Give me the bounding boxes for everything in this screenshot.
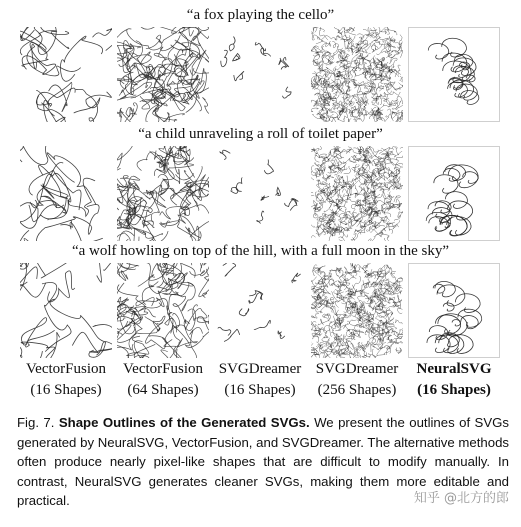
outline-stroke	[455, 294, 480, 313]
outline-stroke	[371, 44, 382, 49]
cell-neuralsvg-16	[408, 263, 500, 358]
outline-stroke	[20, 200, 38, 228]
outline-stroke	[330, 109, 337, 117]
outline-stroke	[163, 321, 197, 358]
outline-stroke	[316, 40, 327, 43]
outline-stroke	[319, 29, 324, 32]
outline-stroke	[325, 36, 335, 41]
outline-stroke	[50, 299, 106, 357]
outline-stroke	[254, 320, 270, 329]
outline-stroke	[354, 148, 363, 153]
outline-stroke	[348, 72, 352, 78]
outline-stroke	[394, 214, 400, 221]
outline-stroke	[203, 97, 209, 122]
outline-stroke	[317, 184, 325, 191]
outline-stroke	[365, 330, 369, 335]
outline-stroke	[255, 42, 265, 51]
outline-stroke	[355, 193, 362, 194]
outline-stroke	[386, 151, 393, 155]
outline-stroke	[36, 219, 74, 241]
outline-stroke	[21, 318, 54, 347]
outline-stroke	[376, 86, 384, 90]
outline-art	[311, 27, 403, 122]
outline-stroke	[381, 50, 389, 53]
cell-svgdreamer-16	[214, 27, 306, 122]
outline-stroke	[372, 43, 376, 50]
outline-stroke	[239, 309, 249, 316]
outline-stroke	[117, 146, 137, 160]
outline-stroke	[93, 325, 112, 351]
outline-stroke	[97, 263, 112, 282]
outline-stroke	[337, 176, 342, 184]
outline-stroke	[333, 66, 343, 70]
outline-stroke	[390, 271, 396, 278]
watermark	[414, 487, 509, 506]
outline-stroke	[345, 274, 356, 280]
outline-stroke	[380, 38, 388, 42]
outline-stroke	[391, 58, 397, 68]
outline-stroke	[428, 202, 450, 218]
watermark-text: 知乎 @北方的郎	[413, 491, 509, 506]
outline-stroke	[190, 263, 209, 276]
outline-art	[20, 27, 112, 122]
outline-stroke	[350, 315, 358, 318]
outline-stroke	[330, 342, 332, 348]
outline-stroke	[337, 117, 345, 122]
outline-stroke	[436, 315, 461, 334]
outline-art	[311, 263, 403, 358]
outline-stroke	[390, 339, 394, 342]
outline-stroke	[377, 346, 390, 354]
outline-stroke	[318, 319, 324, 325]
outline-stroke	[313, 35, 320, 39]
outline-stroke	[338, 237, 345, 241]
outline-stroke	[390, 151, 402, 157]
outline-stroke	[61, 36, 103, 81]
outline-stroke	[146, 185, 161, 209]
outline-stroke	[327, 74, 332, 80]
method-shapes: (256 Shapes)	[317, 382, 397, 398]
outline-stroke	[160, 191, 189, 219]
outline-stroke	[117, 153, 126, 187]
outline-art	[117, 263, 209, 358]
outline-art	[409, 147, 500, 241]
outline-stroke	[329, 270, 335, 275]
outline-stroke	[347, 224, 350, 231]
outline-stroke	[331, 112, 339, 122]
outline-stroke	[218, 327, 231, 335]
method-label-neuralsvg	[402, 359, 506, 401]
outline-stroke	[386, 87, 397, 95]
outline-stroke	[165, 312, 177, 333]
outline-stroke	[366, 83, 372, 91]
outline-stroke	[173, 325, 204, 347]
outline-art	[409, 264, 500, 358]
outline-stroke	[156, 299, 179, 328]
outline-stroke	[434, 175, 458, 193]
prompt-fox: “a fox playing the cello”	[186, 7, 335, 23]
outline-stroke	[322, 317, 329, 323]
outline-stroke	[48, 271, 75, 302]
method-shapes: (16 Shapes)	[30, 382, 102, 398]
outline-stroke	[161, 350, 179, 358]
outline-stroke	[384, 217, 390, 222]
outline-stroke	[344, 28, 351, 38]
grid-row-wolf	[20, 263, 500, 358]
outline-stroke	[313, 335, 319, 342]
outline-stroke	[41, 103, 75, 122]
outline-stroke	[428, 43, 448, 59]
outline-stroke	[359, 114, 364, 121]
outline-stroke	[400, 147, 403, 154]
outline-stroke	[150, 53, 172, 89]
outline-stroke	[327, 338, 330, 345]
cell-vectorfusion-64	[117, 146, 209, 241]
caption-body: We present the outlines of SVGs generated by NeuralSVG, VectorFusion, and SVGDreamer. The alternative methods often produce nearly pixel-like shapes that are difficult to modify manually. In contrast, NeuralSVG generates cleaner SVGs, making them more editable and practical.	[17, 415, 509, 508]
outline-stroke	[351, 204, 358, 215]
outline-stroke	[27, 44, 81, 76]
outline-art	[214, 27, 306, 122]
outline-stroke	[69, 178, 96, 216]
outline-stroke	[383, 192, 387, 199]
outline-stroke	[341, 166, 347, 170]
outline-stroke	[334, 27, 339, 30]
outline-stroke	[371, 343, 373, 352]
cell-vectorfusion-64	[117, 27, 209, 122]
outline-stroke	[427, 335, 450, 353]
outline-stroke	[429, 217, 449, 232]
outline-stroke	[34, 27, 68, 55]
outline-art	[311, 146, 403, 241]
outline-stroke	[257, 211, 264, 223]
outline-stroke	[386, 114, 394, 121]
outline-stroke	[392, 101, 401, 109]
method-shapes: (64 Shapes)	[127, 382, 199, 398]
outline-stroke	[347, 118, 352, 122]
method-label	[111, 359, 215, 401]
cell-vectorfusion-64	[117, 263, 209, 358]
outline-stroke	[20, 230, 43, 241]
method-name: VectorFusion	[26, 361, 106, 377]
outline-stroke	[48, 82, 72, 111]
outline-stroke	[20, 146, 57, 165]
outline-stroke	[396, 319, 403, 324]
outline-stroke	[397, 35, 402, 49]
outline-art	[409, 28, 500, 122]
method-name: NeuralSVG	[416, 361, 492, 377]
method-name: SVGDreamer	[218, 361, 302, 377]
outline-stroke	[380, 274, 388, 281]
outline-stroke	[337, 310, 345, 317]
outline-stroke	[317, 218, 323, 223]
outline-stroke	[336, 53, 347, 62]
outline-stroke	[313, 324, 323, 331]
outline-stroke	[311, 347, 313, 352]
outline-stroke	[396, 163, 403, 167]
outline-stroke	[72, 332, 112, 355]
outline-stroke	[178, 75, 198, 86]
method-shapes: (16 Shapes)	[417, 382, 491, 398]
outline-stroke	[117, 231, 135, 241]
outline-stroke	[397, 295, 401, 302]
outline-stroke	[73, 204, 99, 234]
method-name: SVGDreamer	[315, 361, 399, 377]
outline-stroke	[311, 190, 313, 197]
outline-stroke	[140, 99, 177, 122]
cell-neuralsvg-16	[408, 27, 500, 122]
outline-stroke	[136, 297, 162, 308]
outline-stroke	[365, 263, 375, 269]
outline-stroke	[311, 47, 314, 55]
outline-stroke	[234, 71, 244, 80]
outline-art	[20, 263, 112, 358]
outline-stroke	[311, 277, 319, 288]
method-label	[305, 359, 409, 401]
method-shapes: (16 Shapes)	[224, 382, 296, 398]
outline-stroke	[397, 167, 403, 175]
outline-stroke	[320, 342, 327, 345]
cell-neuralsvg-16	[408, 146, 500, 241]
outline-art	[20, 146, 112, 241]
outline-stroke	[367, 226, 372, 231]
outline-stroke	[223, 263, 236, 276]
outline-stroke	[393, 112, 400, 115]
grid-row-fox	[20, 27, 500, 122]
outline-stroke	[381, 234, 389, 239]
outline-stroke	[311, 108, 318, 112]
outline-stroke	[249, 291, 263, 300]
outline-stroke	[363, 106, 366, 111]
outline-stroke	[170, 188, 209, 208]
outline-stroke	[311, 236, 316, 239]
outline-stroke	[329, 322, 332, 336]
outline-stroke	[340, 215, 346, 222]
outline-stroke	[360, 211, 366, 214]
outline-stroke	[278, 331, 285, 338]
outline-stroke	[354, 335, 361, 340]
outline-art	[117, 27, 209, 122]
outline-stroke	[352, 70, 363, 76]
outline-stroke	[220, 150, 230, 159]
figure-label: Fig. 7.	[17, 415, 55, 430]
cell-svgdreamer-256	[311, 27, 403, 122]
outline-stroke	[283, 87, 292, 98]
outline-stroke	[395, 277, 403, 281]
outline-stroke	[364, 306, 366, 314]
outline-stroke	[396, 85, 403, 90]
outline-stroke	[373, 158, 379, 165]
outline-stroke	[348, 54, 358, 67]
outline-stroke	[233, 54, 240, 61]
outline-stroke	[377, 351, 389, 356]
outline-stroke	[324, 336, 329, 339]
method-label	[208, 359, 312, 401]
grid-row-child	[20, 146, 500, 241]
outline-stroke	[350, 320, 358, 326]
outline-stroke	[386, 27, 389, 34]
outline-stroke	[368, 236, 375, 241]
cell-vectorfusion-16	[20, 27, 112, 122]
outline-stroke	[186, 305, 207, 330]
outline-stroke	[21, 332, 60, 358]
outline-stroke	[367, 263, 377, 268]
outline-stroke	[140, 27, 185, 33]
outline-stroke	[351, 234, 356, 241]
outline-stroke	[264, 160, 273, 174]
outline-stroke	[369, 146, 378, 152]
method-labels	[0, 359, 521, 403]
outline-stroke	[120, 108, 137, 122]
cell-vectorfusion-16	[20, 263, 112, 358]
outline-stroke	[339, 217, 347, 224]
outline-art	[117, 146, 209, 241]
outline-stroke	[337, 299, 346, 304]
outline-stroke	[70, 222, 103, 241]
outline-stroke	[380, 189, 390, 192]
method-label	[14, 359, 118, 401]
outline-stroke	[311, 336, 313, 345]
outline-stroke	[74, 92, 112, 113]
cell-svgdreamer-256	[311, 146, 403, 241]
outline-stroke	[36, 96, 65, 122]
cell-svgdreamer-256	[311, 263, 403, 358]
outline-stroke	[221, 50, 228, 67]
outline-stroke	[373, 339, 378, 346]
outline-stroke	[398, 65, 401, 74]
outline-stroke	[397, 301, 402, 313]
outline-stroke	[368, 27, 377, 30]
outline-stroke	[175, 49, 193, 77]
outline-stroke	[324, 184, 329, 189]
outline-stroke	[463, 172, 478, 184]
caption-title: Shape Outlines of the Generated SVGs.	[58, 415, 310, 430]
outline-stroke	[362, 265, 367, 269]
cell-svgdreamer-16	[214, 146, 306, 241]
outline-stroke	[292, 273, 301, 283]
outline-art	[214, 263, 306, 358]
outline-stroke	[36, 88, 75, 111]
outline-stroke	[117, 333, 136, 358]
outline-stroke	[443, 303, 454, 311]
outline-stroke	[386, 98, 395, 106]
outline-stroke	[461, 316, 478, 329]
outline-stroke	[117, 72, 132, 94]
outline-art	[214, 146, 306, 241]
outline-stroke	[117, 285, 147, 316]
cell-vectorfusion-16	[20, 146, 112, 241]
prompt-wolf: “a wolf howling on top of the hill, with a full moon in the sky”	[71, 243, 450, 259]
outline-stroke	[333, 179, 338, 187]
outline-stroke	[40, 196, 67, 216]
outline-stroke	[342, 232, 348, 238]
outline-stroke	[229, 37, 235, 51]
outline-stroke	[93, 28, 113, 50]
method-name: VectorFusion	[123, 361, 203, 377]
outline-stroke	[395, 43, 402, 51]
outline-stroke	[199, 276, 209, 298]
outline-stroke	[20, 340, 42, 358]
outline-stroke	[321, 290, 330, 294]
cell-svgdreamer-16	[214, 263, 306, 358]
outline-stroke	[336, 208, 342, 218]
outline-stroke	[382, 289, 392, 294]
outline-stroke	[261, 196, 269, 200]
outline-stroke	[311, 32, 315, 40]
outline-stroke	[380, 29, 389, 34]
prompt-child: “a child unraveling a roll of toilet paper”	[138, 126, 383, 142]
outline-stroke	[142, 210, 154, 228]
outline-stroke	[388, 195, 394, 198]
outline-stroke	[373, 320, 382, 326]
outline-stroke	[20, 31, 48, 66]
outline-stroke	[224, 329, 240, 341]
outline-stroke	[452, 320, 460, 326]
outline-stroke	[354, 352, 360, 358]
outline-stroke	[276, 187, 281, 195]
